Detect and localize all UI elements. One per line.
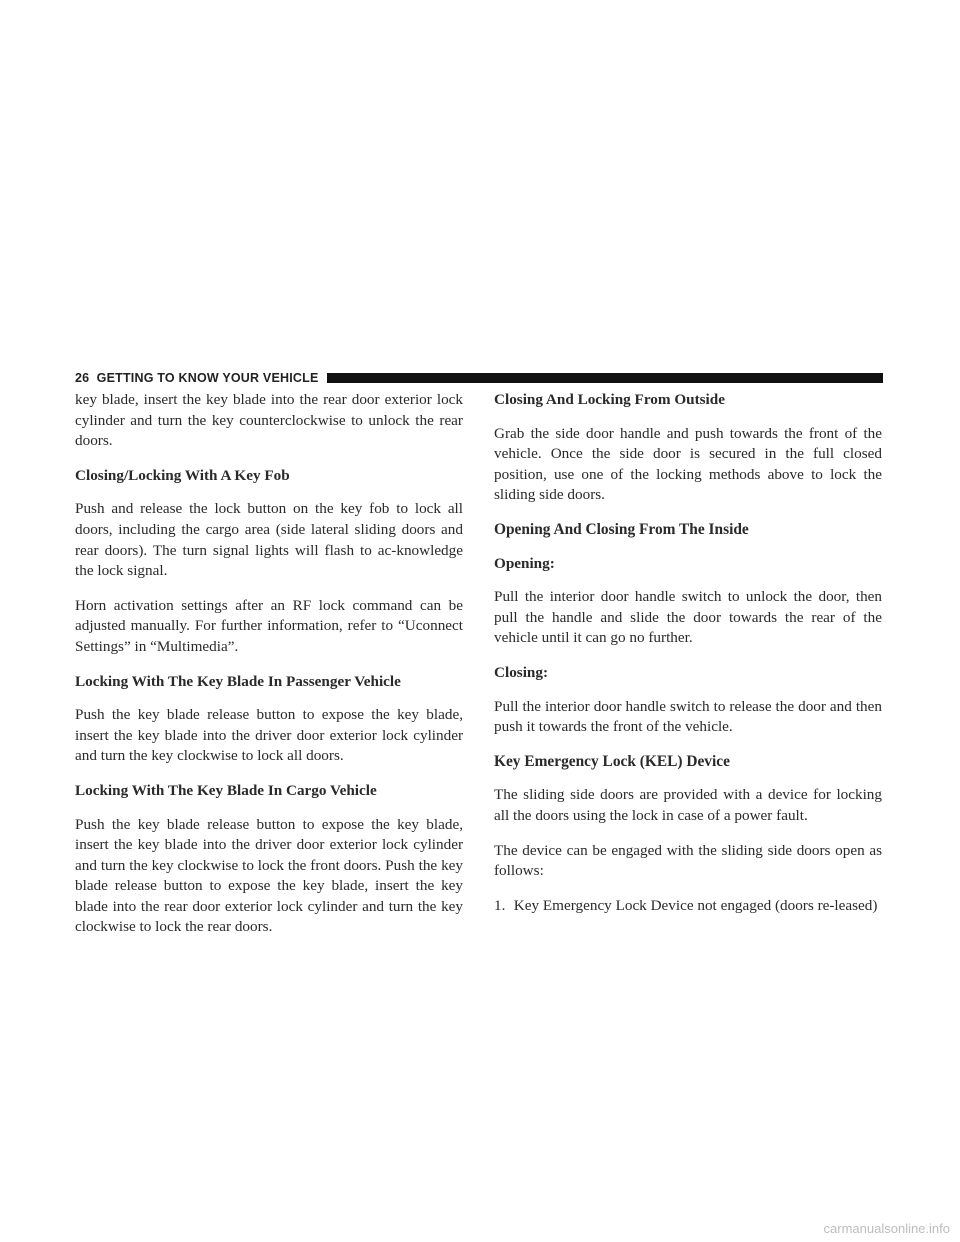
paragraph-outside: Grab the side door handle and push towards the front of the vehicle. Once the side door is secured in the full closed position, use one of the locking methods above to lock the sliding side doors.: [494, 424, 882, 504]
page-number: 26: [75, 371, 90, 385]
header-rule: [327, 373, 884, 383]
heading-inside: Opening And Closing From The Inside: [494, 520, 749, 538]
heading-closing: Closing:: [494, 663, 549, 681]
heading-outside: Closing And Locking From Outside: [494, 391, 725, 408]
paragraph-key-fob: Push and release the lock button on the key fob to lock all doors, including the cargo area (side lateral sliding doors and rear doors). The turn signal lights will flash to ac-knowledge the lock signal.: [75, 500, 463, 580]
paragraph-kel-device: The sliding side doors are provided with a device for locking all the doors using the lock in case of a power fault.: [494, 786, 882, 824]
heading-key-fob: Closing/Locking With A Key Fob: [75, 466, 290, 484]
list-item: [494, 896, 882, 917]
paragraph-rear-door-unlock: key blade, insert the key blade into the rear door exterior lock cylinder and turn the key counterclockwise to unlock the rear doors.: [75, 391, 463, 450]
heading-opening: Opening:: [494, 554, 555, 572]
heading-passenger-vehicle: Locking With The Key Blade In Passenger Vehicle: [75, 672, 401, 690]
paragraph-opening: Pull the interior door handle switch to unlock the door, then pull the handle and slide the door towards the rear of the vehicle until it can go no further.: [494, 588, 882, 647]
paragraph-engage-device: The device can be engaged with the sliding side doors open as follows:: [494, 841, 882, 880]
heading-cargo-vehicle: Locking With The Key Blade In Cargo Vehicle: [75, 781, 377, 799]
numbered-list: [494, 896, 882, 917]
header-label: [75, 371, 327, 385]
heading-kel-device: Key Emergency Lock (KEL) Device: [494, 752, 730, 770]
paragraph-cargo-vehicle: Push the key blade release button to expose the key blade, insert the key blade into the driver door exterior lock cylinder and turn the key clockwise to lock the front doors. Push the key blade release button to expose the key blade, insert the key blade into the rear door exterior lock cylinder and turn the key clockwise to lock the rear doors.: [75, 815, 463, 936]
list-text: Key Emergency Lock Device not engaged (doors re-leased): [513, 896, 878, 914]
page-header: [75, 370, 883, 386]
left-column: [75, 390, 463, 952]
paragraph-passenger-vehicle: Push the key blade release button to expose the key blade, insert the key blade into the driver door exterior lock cylinder and turn the key clockwise to lock all doors.: [75, 706, 463, 765]
section-title: GETTING TO KNOW YOUR VEHICLE: [96, 371, 319, 385]
right-column: [494, 390, 882, 916]
list-number: 1.: [494, 896, 506, 914]
paragraph-horn-settings: Horn activation settings after an RF lock command can be adjusted manually. For further information, refer to “Uconnect Settings” in “Multimedia”.: [75, 596, 463, 655]
watermark: carmanualsonline.info: [823, 1221, 950, 1236]
paragraph-closing: Pull the interior door handle switch to release the door and then push it towards the front of the vehicle.: [494, 697, 882, 736]
